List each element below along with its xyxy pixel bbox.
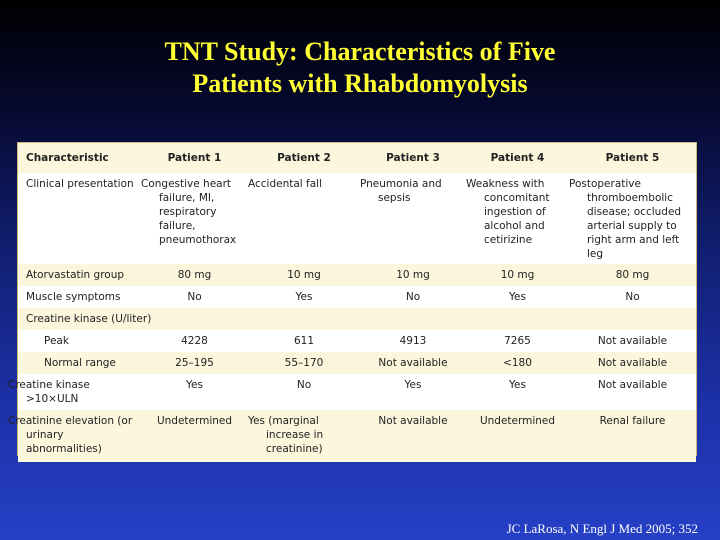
column-header: Patient 3 <box>360 143 466 173</box>
table-cell: Postoperative thromboembolic disease; occluded arterial supply to right arm and left leg <box>569 178 682 260</box>
table-cell: <180 <box>466 352 569 374</box>
table-cell: Undetermined <box>466 410 569 462</box>
table-cell: No <box>187 291 202 303</box>
column-header: Patient 2 <box>248 143 360 173</box>
table-cell: 4913 <box>399 335 427 347</box>
table-cell: Undetermined <box>141 410 248 462</box>
table-cell: Yes <box>295 291 313 303</box>
table-cell: Congestive heart failure, MI, respiratory failure, pneumothorax <box>141 178 237 246</box>
slide-title-line2: Patients with Rhabdomyolysis <box>192 69 528 98</box>
table-row <box>18 374 696 410</box>
table-row <box>18 410 696 462</box>
table-cell: Not available <box>597 379 668 391</box>
citation-credit: JC LaRosa, N Engl J Med 2005; 352 <box>506 521 698 536</box>
row-label: Creatinine elevation (or urinary abnormalities) <box>18 410 141 462</box>
table-cell: 55–170 <box>248 352 360 374</box>
table-cell: Yes <box>509 291 526 303</box>
table-cell: Yes <box>186 379 203 391</box>
table-row <box>18 352 696 374</box>
row-label: Atorvastatin group <box>18 264 141 286</box>
column-header: Patient 5 <box>569 143 696 173</box>
characteristics-table <box>8 143 696 462</box>
slide-title <box>0 36 720 100</box>
table-cell: Not available <box>597 335 668 347</box>
table-cell: 10 mg <box>248 264 360 286</box>
table-header-row <box>18 143 696 173</box>
row-label: Peak <box>44 335 69 347</box>
slide-title-line1: TNT Study: Characteristics of Five <box>164 37 556 66</box>
table-cell: Accidental fall <box>248 178 323 190</box>
table-row <box>18 173 696 264</box>
table-cell: 80 mg <box>141 264 248 286</box>
table-cell: 4228 <box>181 335 208 347</box>
table-row <box>18 330 696 352</box>
row-label: Creatine kinase >10×ULN <box>8 379 90 405</box>
row-label: Normal range <box>18 352 141 374</box>
table-cell: Yes <box>509 379 526 391</box>
table-cell: Yes <box>404 379 422 391</box>
table-cell: No <box>296 379 312 391</box>
column-header: Patient 1 <box>141 143 248 173</box>
table-cell: Pneumonia and sepsis <box>360 178 442 204</box>
table-cell: Not available <box>360 410 466 462</box>
column-header: Characteristic <box>18 143 141 173</box>
table-cell: 7265 <box>504 335 531 347</box>
table-cell: Not available <box>569 352 696 374</box>
table-row <box>18 308 696 330</box>
table-cell: 10 mg <box>360 264 466 286</box>
table-cell: 25–195 <box>141 352 248 374</box>
column-header: Patient 4 <box>466 143 569 173</box>
table-row <box>18 264 696 286</box>
table-cell: No <box>405 291 421 303</box>
table-cell: Not available <box>360 352 466 374</box>
characteristics-table-panel <box>8 142 697 456</box>
table-cell: Weakness with concomitant ingestion of alcohol and cetirizine <box>466 178 550 246</box>
table-cell: 611 <box>293 335 315 347</box>
table-cell: Yes (marginal increase in creatinine) <box>248 410 360 462</box>
row-label: Creatine kinase (U/liter) <box>18 308 696 330</box>
table-cell: 10 mg <box>466 264 569 286</box>
row-label: Clinical presentation <box>26 178 134 190</box>
table-cell: Renal failure <box>569 410 696 462</box>
table-cell: No <box>625 291 640 303</box>
table-cell: 80 mg <box>569 264 696 286</box>
table-row <box>18 286 696 308</box>
row-label: Muscle symptoms <box>26 291 121 303</box>
